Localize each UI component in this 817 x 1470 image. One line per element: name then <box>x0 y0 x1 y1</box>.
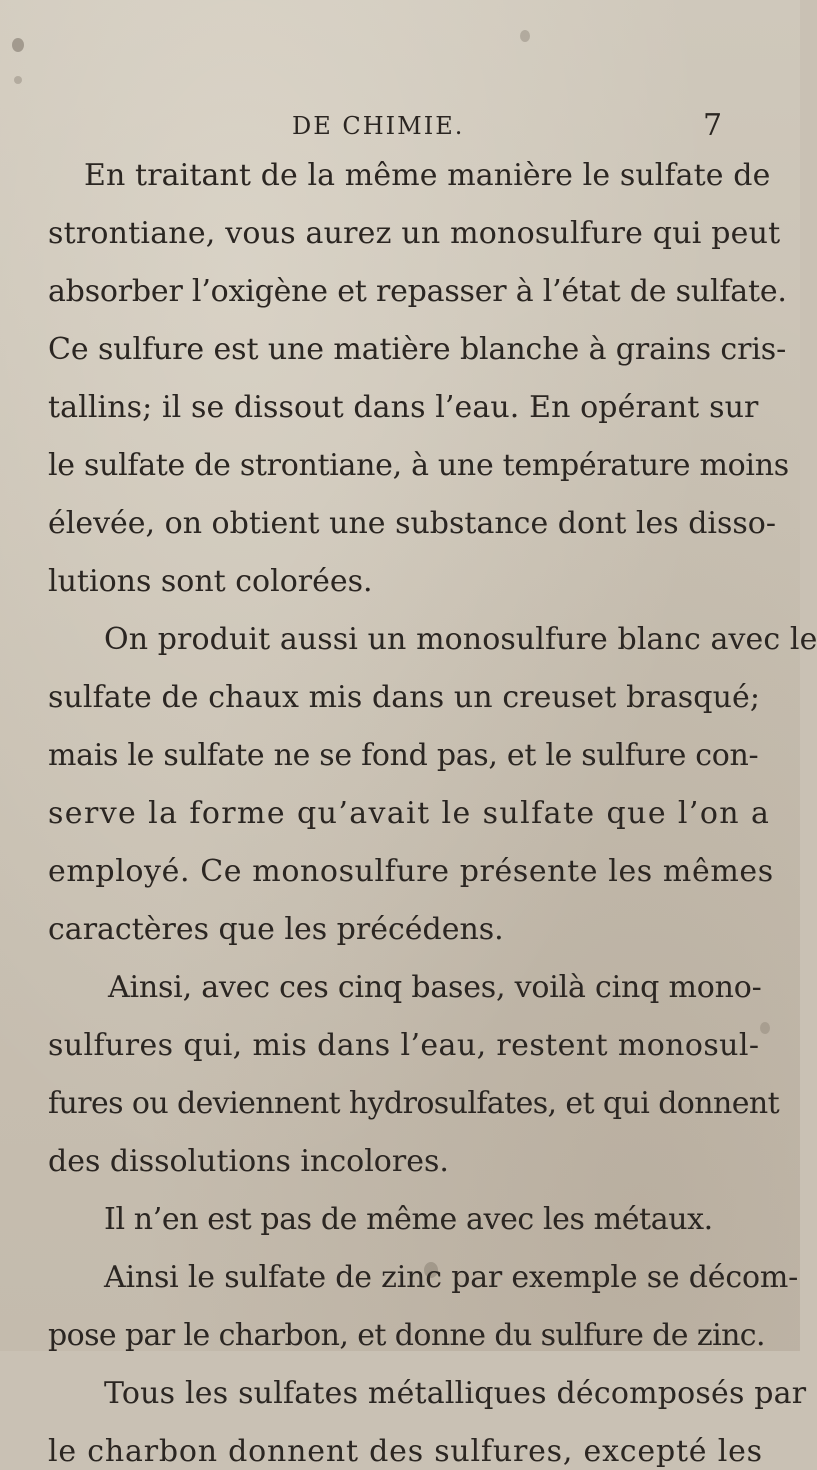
text-line: Ainsi le sulfate de zinc par exemple se décom- <box>104 1260 799 1295</box>
text-line: Ainsi, avec ces cinq bases, voilà cinq mono- <box>108 970 762 1005</box>
text-line: fures ou deviennent hydrosulfates, et qui donnent <box>48 1086 780 1121</box>
text-line: le sulfate de strontiane, à une température moins <box>48 448 789 483</box>
text-line: élevée, on obtient une substance dont les disso- <box>48 506 776 541</box>
text-line: Ce sulfure est une matière blanche à grains cris- <box>48 332 787 367</box>
text-line: pose par le charbon, et donne du sulfure de zinc. <box>48 1318 765 1353</box>
text-line: sulfate de chaux mis dans un creuset brasqué; <box>48 680 761 715</box>
text-line: des dissolutions incolores. <box>48 1144 449 1179</box>
text-line: En traitant de la même manière le sulfate de <box>84 158 771 193</box>
text-line: On produit aussi un monosulfure blanc avec le <box>104 622 817 657</box>
text-line: lutions sont colorées. <box>48 564 373 599</box>
text-line: sulfures qui, mis dans l’eau, restent monosul- <box>48 1028 760 1063</box>
text-line: mais le sulfate ne se fond pas, et le sulfure con- <box>48 738 759 773</box>
text-line: le charbon donnent des sulfures, excepté les <box>48 1434 763 1469</box>
text-line: serve la forme qu’avait le sulfate que l’on a <box>48 796 771 831</box>
text-line: caractères que les précédens. <box>48 912 504 947</box>
text-line: absorber l’oxigène et repasser à l’état de sulfate. <box>48 274 787 309</box>
text-line: employé. Ce monosulfure présente les mêmes <box>48 854 774 889</box>
text-line: strontiane, vous aurez un monosulfure qui peut <box>48 216 781 251</box>
page-header <box>0 108 800 152</box>
page-number: 7 <box>703 108 723 143</box>
running-title: DE CHIMIE. <box>292 112 465 140</box>
text-line: Tous les sulfates métalliques décomposés par <box>104 1376 807 1411</box>
text-line: Il n’en est pas de même avec les métaux. <box>104 1202 713 1237</box>
text-line: tallins; il se dissout dans l’eau. En opérant sur <box>48 390 759 425</box>
